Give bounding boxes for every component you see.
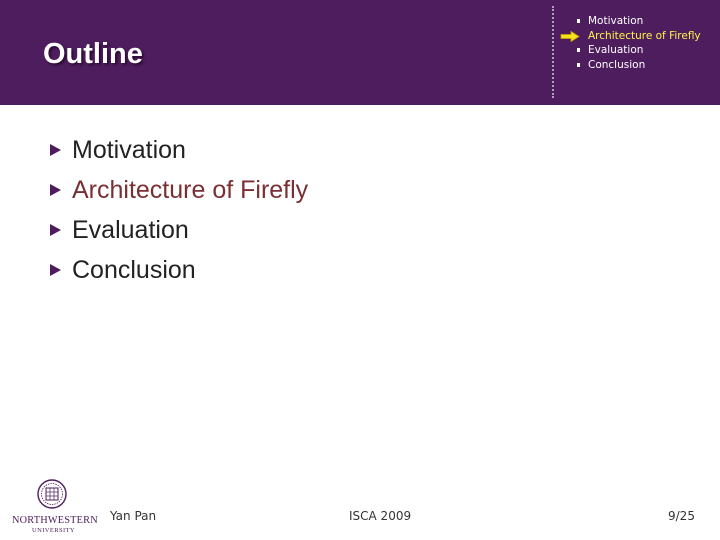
nav-item-label: Conclusion <box>588 58 646 71</box>
footer-author: Yan Pan <box>110 509 157 523</box>
logo-name: NORTHWESTERN <box>12 515 98 526</box>
footer-venue: ISCA 2009 <box>349 509 412 523</box>
nav-item-motivation[interactable] <box>577 14 701 29</box>
page-number: 9/25 <box>668 509 695 523</box>
outline-item-conclusion <box>50 250 308 290</box>
outline-item-evaluation <box>50 210 308 250</box>
outline-item-label: Motivation <box>72 136 186 164</box>
section-nav <box>577 14 701 72</box>
northwestern-logo <box>10 478 100 534</box>
slide-header <box>0 0 720 105</box>
triangle-bullet-icon <box>50 144 61 156</box>
university-seal-icon <box>38 480 66 508</box>
outline-item-label: Evaluation <box>72 216 189 244</box>
current-section-arrow-icon <box>560 31 580 42</box>
nav-item-conclusion[interactable] <box>577 58 701 73</box>
outline-item-label: Conclusion <box>72 256 196 284</box>
outline-item-motivation <box>50 130 308 170</box>
square-bullet-icon <box>577 19 580 23</box>
square-bullet-icon <box>577 48 580 52</box>
square-bullet-icon <box>577 63 580 67</box>
triangle-bullet-icon <box>50 264 61 276</box>
nav-item-label: Motivation <box>588 15 644 27</box>
triangle-bullet-icon <box>50 224 61 236</box>
nav-item-label: Architecture of Firefly <box>588 29 701 42</box>
outline-item-label: Architecture of Firefly <box>72 176 309 204</box>
nav-item-label: Evaluation <box>588 44 644 57</box>
triangle-bullet-icon <box>50 184 61 196</box>
nav-item-evaluation[interactable] <box>577 43 701 58</box>
header-divider <box>552 6 554 98</box>
logo-subtitle: UNIVERSITY <box>32 527 75 534</box>
nav-item-architecture[interactable] <box>577 29 701 44</box>
slide-title: Outline <box>43 38 143 70</box>
outline-list <box>50 130 308 290</box>
outline-item-architecture <box>50 170 308 210</box>
